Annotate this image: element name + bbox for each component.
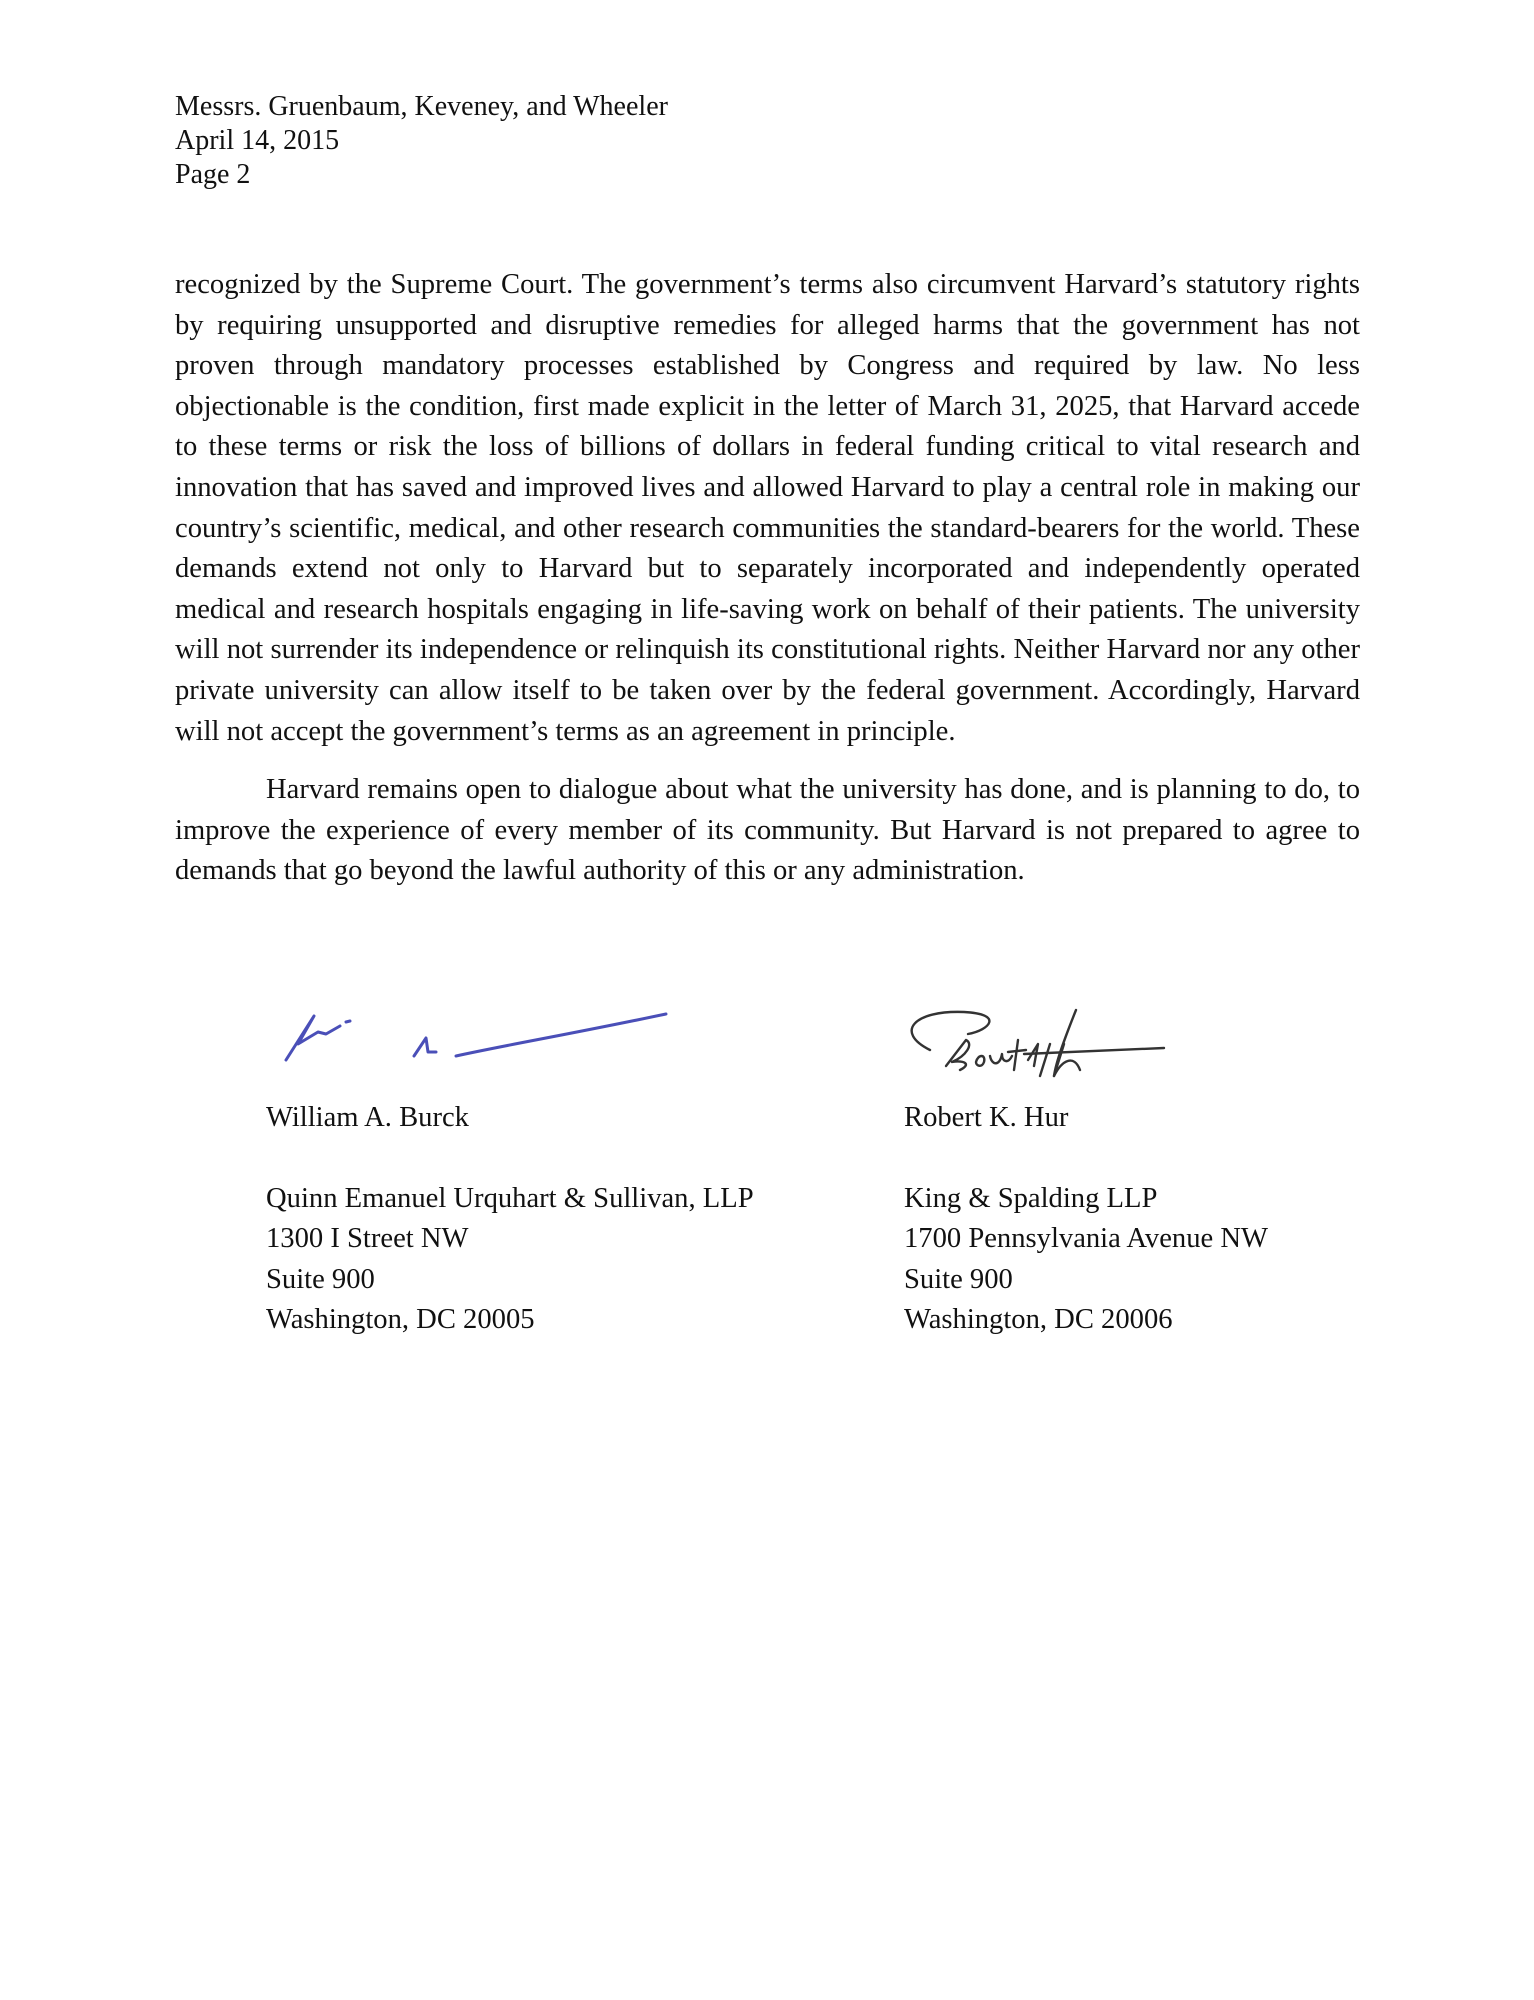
signature-block-hur [904, 990, 1268, 1341]
body-paragraph-2: Harvard remains open to dialogue about what the university has done, and is planning to do, to improve the experience of every member of its community. But Harvard is not prepared to agree to demands that go beyond the lawful authority of this or any administration. [175, 774, 1360, 887]
letter-header [175, 90, 668, 192]
recipients-line: Messrs. Gruenbaum, Keveney, and Wheeler [175, 91, 668, 122]
handwritten-signature-burck [266, 990, 686, 1100]
street-address: 1300 I Street NW [266, 1223, 469, 1255]
signature-block-burck [266, 990, 754, 1341]
firm-name: Quinn Emanuel Urquhart & Sullivan, LLP [266, 1182, 754, 1214]
signature-image-burck [266, 990, 596, 1100]
body-paragraph-1: recognized by the Supreme Court. The government’s terms also circumvent Harvard’s statutory rights by requiring unsupported and disruptive remedies for alleged harms that the government has not proven through mandatory processes established by Congress and required by law. No less objectionable is the condition, first made explicit in the letter of March 31, 2025, that Harvard accede to these terms or risk the loss of billions of dollars in federal funding critical to vital research and innovation that has saved and improved lives and allowed Harvard to play a central role in making our country’s scientific, medical, and other research communities the standard-bearers for the world. These demands extend not only to Harvard but to separately incorporated and independently operated medical and research hospitals engaging in life-saving work on behalf of their patients. The university will not surrender its independence or relinquish its constitutional rights. Neither Harvard nor any other private university can allow itself to be taken over by the federal government. Accordingly, Harvard will not accept the government’s terms as an agreement in principle. [175, 269, 1360, 747]
signature-image-hur [904, 990, 1234, 1100]
page-number: Page 2 [175, 159, 251, 190]
signatory-name: William A. Burck [266, 1102, 469, 1133]
city-state-zip: Washington, DC 20006 [904, 1304, 1173, 1336]
date-line: April 14, 2015 [175, 125, 340, 156]
suite: Suite 900 [266, 1263, 375, 1295]
street-address: 1700 Pennsylvania Avenue NW [904, 1223, 1268, 1255]
signatory-address [266, 1179, 754, 1341]
handwritten-signature-hur [904, 990, 1244, 1100]
letter-body [175, 265, 1360, 892]
signatory-name: Robert K. Hur [904, 1102, 1069, 1133]
firm-name: King & Spalding LLP [904, 1182, 1158, 1214]
signatory-address [904, 1179, 1268, 1341]
suite: Suite 900 [904, 1263, 1013, 1295]
city-state-zip: Washington, DC 20005 [266, 1304, 535, 1336]
